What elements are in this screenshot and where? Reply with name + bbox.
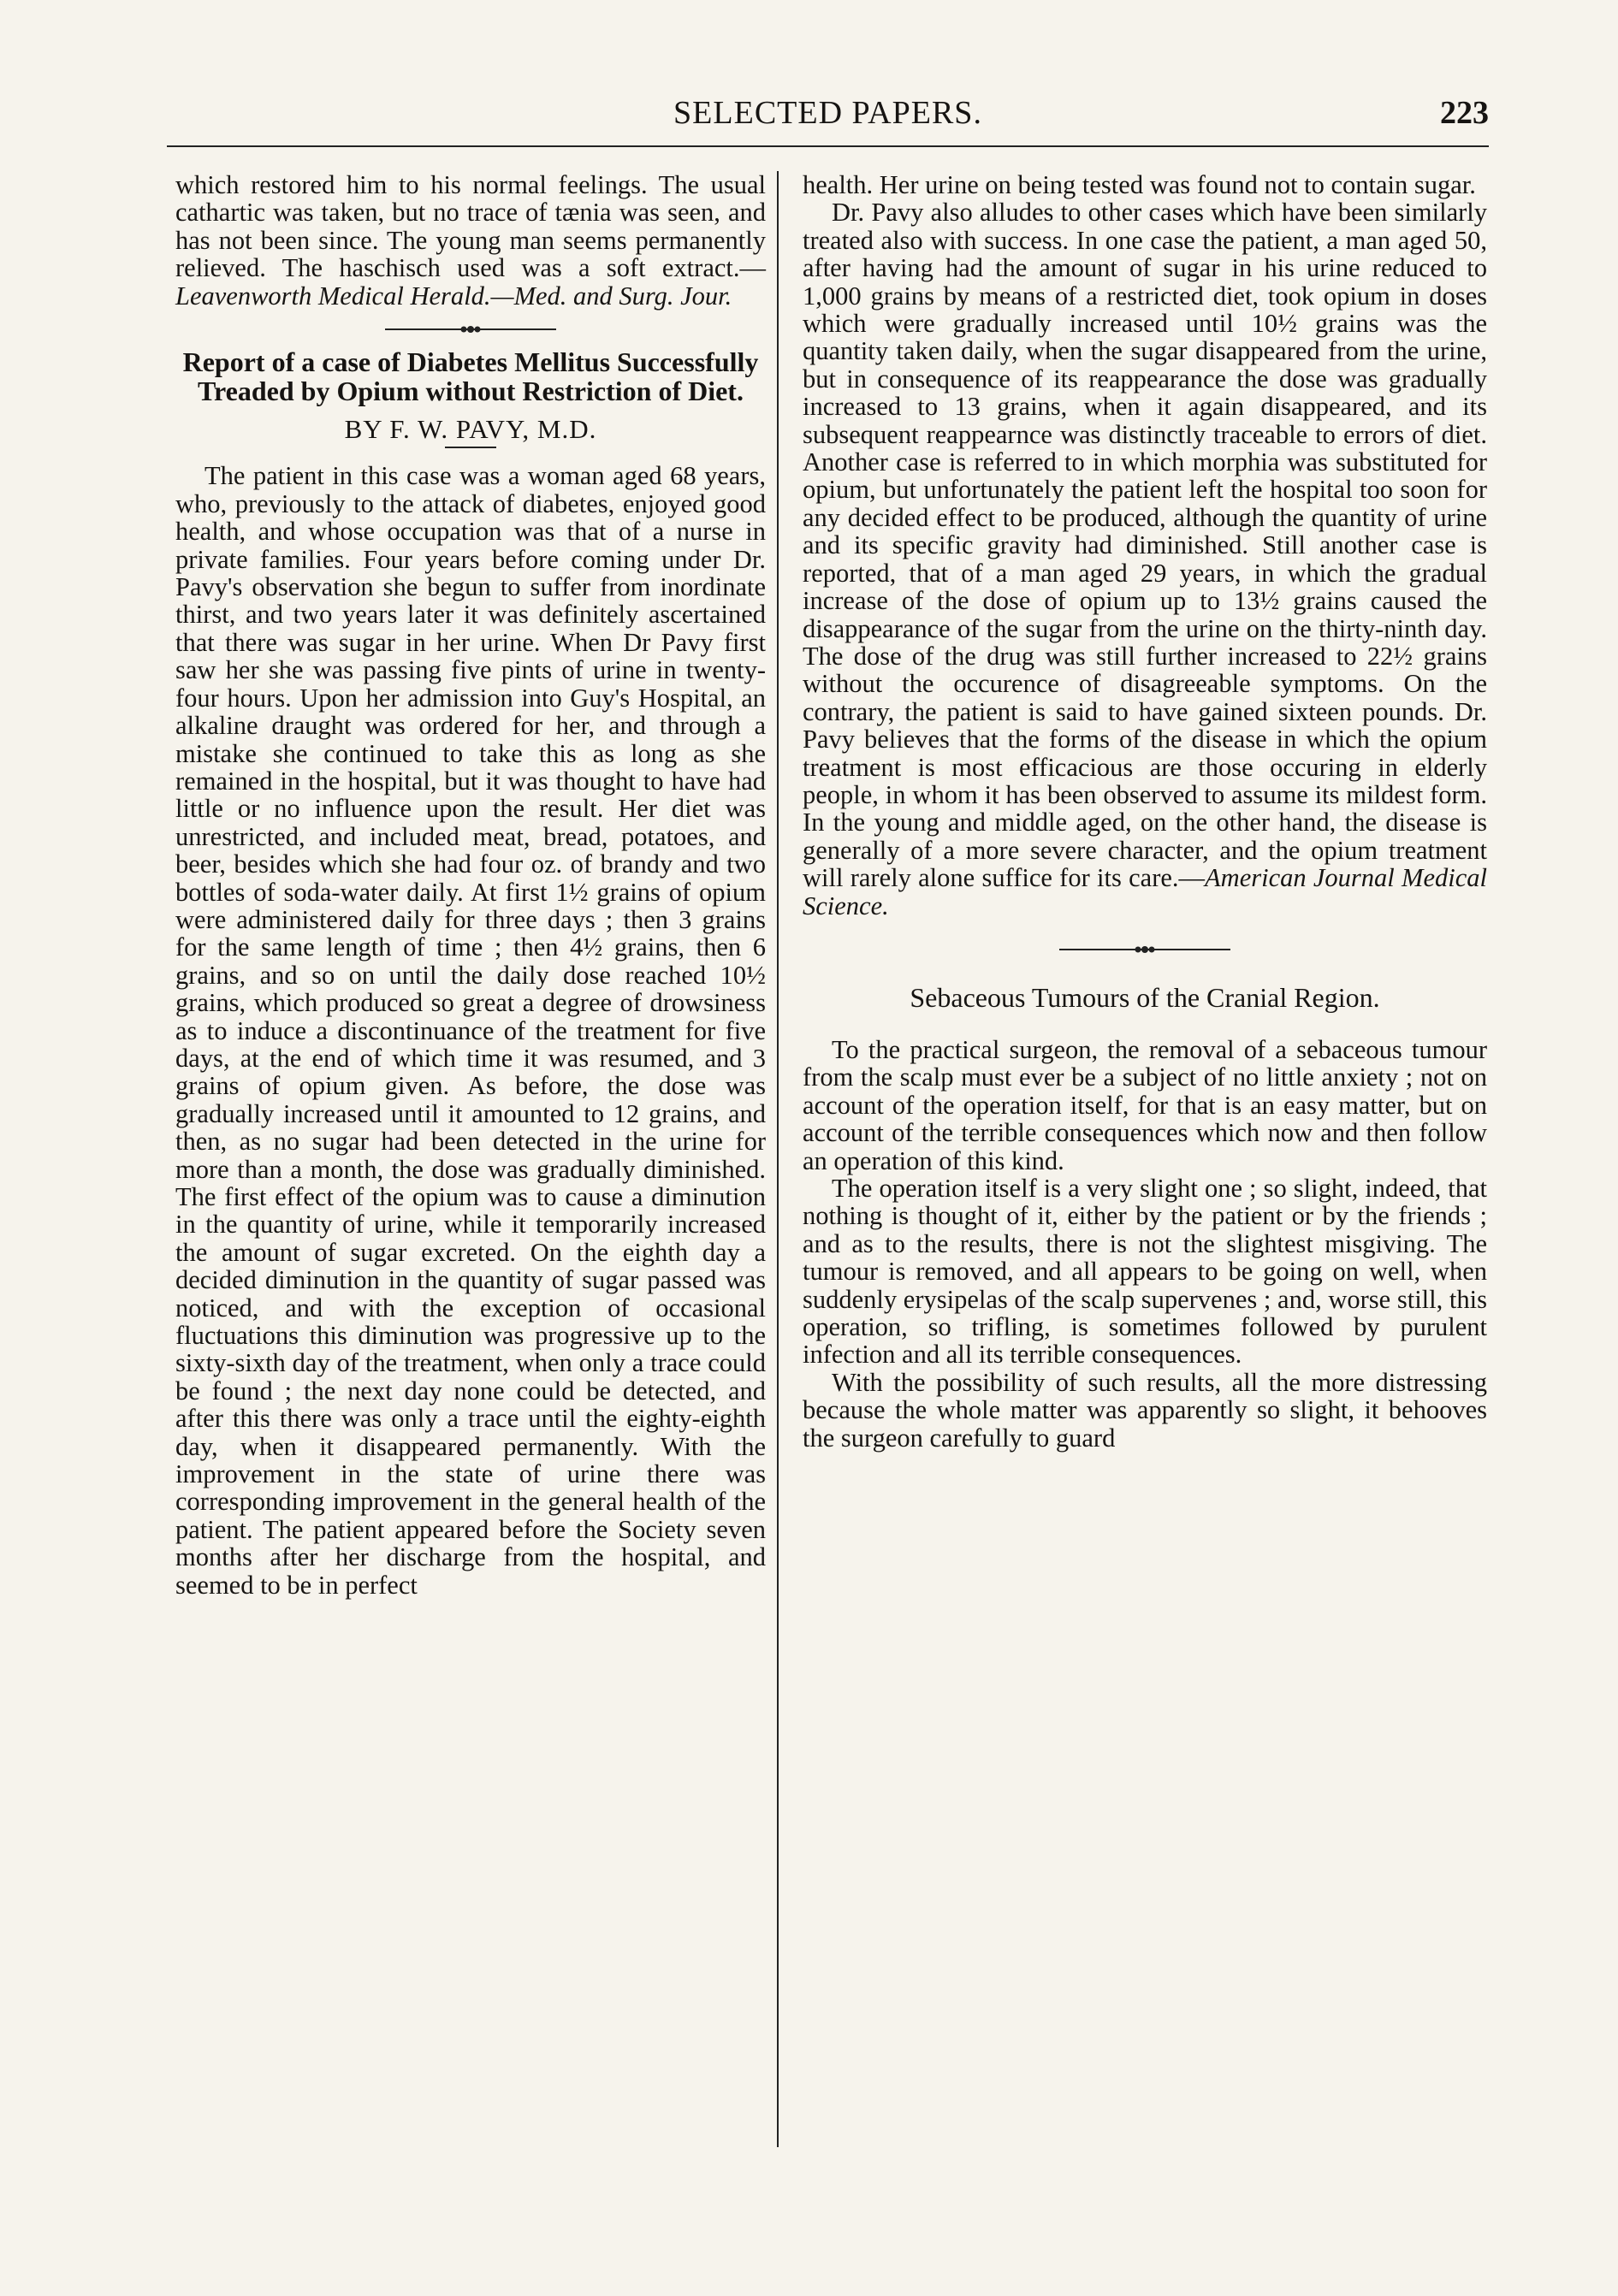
article-paragraph-2: Dr. Pavy also alludes to other cases which have been similarly treated also with success. In one case the patient, a man aged 50, after having had the amount of sugar in his urine reduced to 1,000 grains by means of a restricted diet, took opium in doses which were gradually increased until 10½ grains was the quantity taken daily, when the sugar disappeared from the urine, but in consequence of its reappearance the dose was gradually increased to 13 grains, when it again disappeared, and its subsequent reappearnce was distinctly traceable to errors of diet. Another case is referred to in which morphia was substituted for opium, but unfortunately the patient left the hospital too soon for any decided effect to be produced, although the quantity of urine and its specific gravity had diminished. Still another case is reported, that of a man aged 29 years, in which the gradual increase of the dose of opium up to 13½ grains caused the disappearance of the sugar from the urine on the thirty-ninth day. The dose of the drug was still further increased to 22½ grains without the occurence of disagreeable symptoms. On the contrary, the patient is said to have gained sixteen pounds. Dr. Pavy believes that the forms of the disease in which the opium treatment is most efficacious are those occuring in elderly people, in whom it has been observed to assume its mildest form. In the young and middle aged, on the other hand, the disease is generally of a more severe character, and the opium treatment will rarely alone suffice for its care.—American Journal Medical Science. [803,198,1487,920]
ornamental-rule-2 [1059,945,1230,954]
byline-rule [445,447,496,448]
paragraph-2-source: American Journal Medical Science. [803,863,1487,920]
running-header [167,94,1489,147]
continuation-paragraph-right: health. Her urine on being tested was found not to contain sugar. [803,170,1476,199]
article-paragraph-1: The patient in this case was a woman aged 68 years, who, previously to the attack of diabetes, enjoyed good health, and whose occupation was that of a nurse in private families. Four years before coming under Dr. Pavy's observation she begun to suffer from inordinate thirst, and two years later it was definitely ascertained that there was sugar in her urine. When Dr Pavy first saw her she was passing five pints of urine in twenty-four hours. Upon her admission into Guy's Hospital, an alkaline draught was ordered for her, and through a mistake she continued to take this as long as she remained in the hospital, but it was thought to have had little or no influence upon the result. Her diet was unrestricted, and included meat, bread, potatoes, and beer, besides which she had four oz. of brandy and two bottles of soda-water daily. At first 1½ grains of opium were administered daily for three days ; then 3 grains for the same length of time ; then 4½ grains, then 6 grains, and so on until the daily dose reached 10½ grains, which produced so great a degree of drowsiness as to induce a discontinuance of the treatment for five days, at the end of which time it was resumed, and 3 grains of opium given. As before, the dose was gradually increased until it amounted to 12 grains, and then, as no sugar had been detected in the urine for more than a month, the dose was gradually diminished. The first effect of the opium was to cause a diminution in the quantity of urine, while it temporarily increased the amount of sugar excreted. On the eighth day a decided diminution in the quantity of sugar passed was noticed, and with the exception of occasional fluctuations this diminution was progressive up to the sixty-sixth day of the treatment, when only a trace could be found ; the next day none could be detected, and after this there was only a trace until the eighty-eighth day, when it disappeared permanently. With the improvement in the state of urine there was corresponding improvement in the general health of the patient. The patient appeared before the Society seven months after her discharge from the hospital, and seemed to be in perfect [175,461,766,1600]
left-column [175,171,766,1599]
continuation-paragraph-left: which restored him to his normal feelings. The usual cathartic was taken, but no trace of tænia was seen, and has not been since. The young man seems permanently relieved. The haschisch used was a soft extract.—Leavenworth Medical Herald.—Med. and Surg. Jour. [175,170,766,311]
article-title: Report of a case of Diabetes Mellitus Successfully Treaded by Opium without Restriction of Diet. [182,346,759,407]
article-paragraph-4: The operation itself is a very slight one ; so slight, indeed, that nothing is thought of it, either by the patient or by the friends ; and as to the results, there is not the slightest misgiving. The tumour is removed, and all appears to be going on well, when suddenly erysipelas of the scalp supervenes ; and, worse still, this operation, so trifling, is sometimes followed by purulent infection and all its terrible consequences. [803,1174,1487,1370]
article-paragraph-5: With the possibility of such results, all the more distressing because the whole matter was apparently so slight, it behooves the surgeon carefully to guard [803,1367,1487,1453]
ornamental-rule [385,325,556,334]
column-divider [777,171,779,2147]
article-paragraph-3: To the practical surgeon, the removal of a sebaceous tumour from the scalp must ever be a subject of no little anxiety ; not on account of the operation itself, for that is an easy matter, but on account of the terrible consequences which now and then follow an operation of this kind. [803,1034,1487,1175]
page-number: 223 [1440,95,1489,131]
continuation-source: Leavenworth Medical Herald.—Med. and Surg. Jour. [175,281,732,311]
right-column [803,171,1487,1452]
byline: BY F. W. PAVY, M.D. [344,414,597,445]
section-title: Sebaceous Tumours of the Cranial Region. [910,981,1380,1013]
running-title: SELECTED PAPERS. [673,95,982,131]
